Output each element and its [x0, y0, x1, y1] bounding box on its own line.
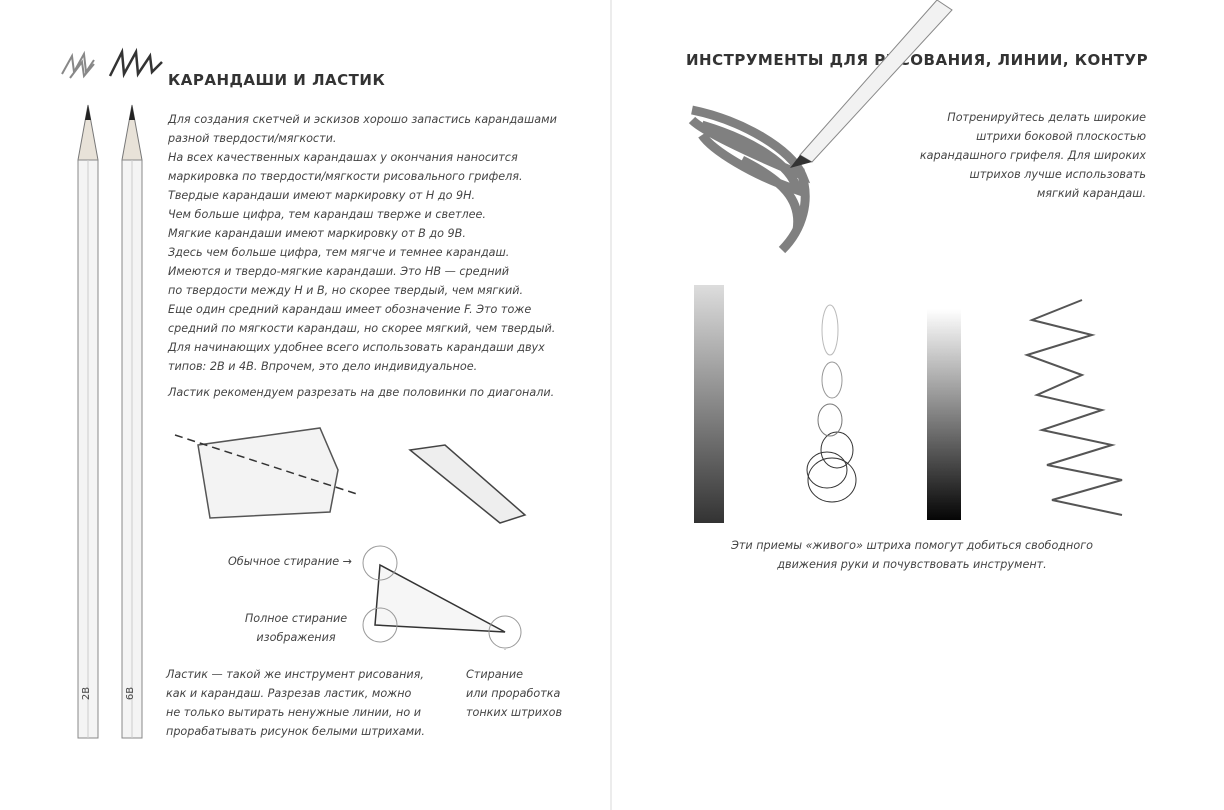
bottom-text [166, 665, 425, 741]
scribble-sample [807, 305, 856, 502]
text-line: или проработка [466, 687, 561, 700]
left-page-title: КАРАНДАШИ И ЛАСТИК [168, 71, 386, 89]
text-line: Твердые карандаши имеют маркировку от H до 9H. [168, 189, 476, 202]
text-line: Потренируйтесь делать широкие [947, 111, 1146, 124]
text-line: штрихи боковой плоскостью [976, 130, 1146, 143]
text-line: Эти приемы «живого» штриха помогут добиться свободного [731, 539, 1093, 552]
text-line: тонких штрихов [466, 706, 563, 719]
text-line: Полное стирание [244, 612, 348, 625]
right-page-title: ИНСТРУМЕНТЫ ДЛЯ РИСОВАНИЯ, ЛИНИИ, КОНТУР [686, 51, 1149, 69]
left-page [0, 0, 610, 810]
pencil-label-6b: 6B [125, 686, 137, 701]
text-line: маркировка по твердости/мягкости рисовального грифеля. [168, 170, 523, 183]
text-line: Для создания скетчей и эскизов хорошо запастись карандашами [168, 113, 557, 126]
text-line: Стирание [466, 668, 524, 681]
label-fine-erase [466, 665, 562, 722]
text-line: средний по мягкости карандаш, но скорее мягкий, чем твердый. [168, 322, 556, 335]
pencil-label-2b: 2B [81, 686, 93, 701]
eraser-tip: Ластик рекомендуем разрезать на две половинки по диагонали. [168, 386, 555, 399]
text-line: типов: 2B и 4B. Впрочем, это дело индивидуальное. [168, 360, 478, 373]
caption [652, 536, 1172, 574]
side-stroke-text [842, 108, 1146, 203]
label-normal-erase: Обычное стирание → [228, 555, 353, 568]
text-line: На всех качественных карандашах у окончания наносится [168, 151, 518, 164]
text-line: Мягкие карандаши имеют маркировку от B до 9B. [168, 227, 466, 240]
text-line: движения руки и почувствовать инструмент. [777, 558, 1047, 571]
text-line: по твердости между H и B, но скорее твердый, чем мягкий. [168, 284, 524, 297]
text-line: штрихов лучше использовать [969, 168, 1146, 181]
label-full-erase [236, 609, 356, 647]
pencils-illustration [60, 100, 160, 745]
stroke-samples-illustration [682, 280, 1142, 530]
wavy-sample [1027, 300, 1122, 515]
text-line: Еще один средний карандаш имеет обозначение F. Это тоже [168, 303, 532, 316]
text-line: изображения [256, 631, 336, 644]
text-line: Чем больше цифра, тем карандаш тверже и светлее. [168, 208, 486, 221]
text-line: Имеются и твердо-мягкие карандаши. Это HB — средний [168, 265, 510, 278]
text-line: Ластик — такой же инструмент рисования, [166, 668, 424, 681]
intro-text [168, 110, 557, 376]
text-line: мягкий карандаш. [1036, 187, 1146, 200]
pencil-6b [122, 105, 142, 738]
scribble-decoration-icon [58, 46, 168, 86]
pencil-2b [78, 105, 98, 738]
text-line: прорабатывать рисунок белыми штрихами. [166, 725, 425, 738]
text-line: не только вытирать ненужные линии, но и [166, 706, 422, 719]
hatching-sample [694, 285, 724, 523]
text-line: Здесь чем больше цифра, тем мягче и темнее карандаш. [168, 246, 510, 259]
text-line: разной твердости/мягкости. [168, 132, 337, 145]
text-line: как и карандаш. Разрезав ластик, можно [166, 687, 412, 700]
text-line: карандашного грифеля. Для широких [919, 149, 1146, 162]
zigzag-sample [927, 290, 961, 520]
eraser-illustration [170, 420, 550, 650]
text-line: Для начинающих удобнее всего использовать карандаши двух [168, 341, 545, 354]
right-page [612, 0, 1224, 810]
